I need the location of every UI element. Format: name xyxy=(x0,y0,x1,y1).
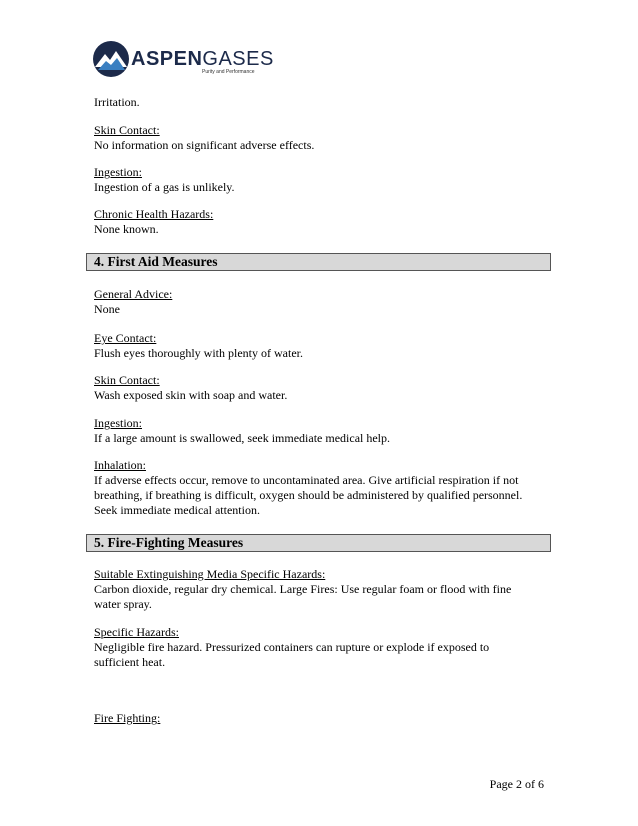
skin-contact-block xyxy=(94,123,554,153)
inhalation-label: Inhalation: xyxy=(94,458,146,472)
ingestion-block xyxy=(94,165,554,195)
inhalation-line: Seek immediate medical attention. xyxy=(94,503,260,517)
inhalation-block xyxy=(94,458,554,518)
fire-fighting-block xyxy=(94,711,554,726)
chronic-label: Chronic Health Hazards: xyxy=(94,207,214,221)
ingestion-label: Ingestion: xyxy=(94,165,142,179)
ingestion-aid-text: If a large amount is swallowed, seek immediate medical help. xyxy=(94,431,391,445)
extinguishing-media-line: water spray. xyxy=(94,597,152,611)
section-4-title: 4. First Aid Measures xyxy=(94,254,218,269)
inhalation-line: If adverse effects occur, remove to uncontaminated area. Give artificial respiration if not xyxy=(94,473,519,487)
skin-contact-aid-label: Skin Contact: xyxy=(94,373,160,387)
ingestion-text: Ingestion of a gas is unlikely. xyxy=(94,180,235,194)
mountain-logo-icon xyxy=(92,40,130,78)
logo-tagline: Purity and Performance xyxy=(202,69,255,75)
extinguishing-media-line: Carbon dioxide, regular dry chemical. Large Fires: Use regular foam or flood with fine xyxy=(94,582,512,596)
inhalation-line: breathing, if breathing is difficult, oxygen should be administered by qualified personnel. xyxy=(94,488,523,502)
extinguishing-media-label: Suitable Extinguishing Media Specific Hazards: xyxy=(94,567,326,581)
specific-hazards-block xyxy=(94,625,554,670)
ingestion-aid-block xyxy=(94,416,554,446)
specific-hazards-line: sufficient heat. xyxy=(94,655,166,669)
skin-contact-aid-block xyxy=(94,373,554,403)
section-5-title: 5. Fire-Fighting Measures xyxy=(94,535,244,550)
chronic-text: None known. xyxy=(94,222,159,236)
eye-contact-label: Eye Contact: xyxy=(94,331,157,345)
general-advice-label: General Advice: xyxy=(94,287,173,301)
ingestion-aid-label: Ingestion: xyxy=(94,416,142,430)
irritation-text: Irritation. xyxy=(94,95,140,109)
page-number: Page 2 of 6 xyxy=(489,777,544,791)
logo-wordmark: ASPENGASES xyxy=(131,48,274,70)
eye-contact-block xyxy=(94,331,554,361)
aspen-gases-logo xyxy=(92,40,274,78)
eye-contact-text: Flush eyes thoroughly with plenty of water. xyxy=(94,346,303,360)
fire-fighting-label: Fire Fighting: xyxy=(94,711,161,725)
skin-contact-text: No information on significant adverse effects. xyxy=(94,138,315,152)
extinguishing-media-block xyxy=(94,567,554,612)
section-5-header xyxy=(86,534,551,552)
specific-hazards-label: Specific Hazards: xyxy=(94,625,179,639)
skin-contact-aid-text: Wash exposed skin with soap and water. xyxy=(94,388,288,402)
skin-contact-label: Skin Contact: xyxy=(94,123,160,137)
general-advice-text: None xyxy=(94,302,120,316)
chronic-block xyxy=(94,207,554,237)
specific-hazards-line: Negligible fire hazard. Pressurized containers can rupture or explode if exposed to xyxy=(94,640,490,654)
general-advice-block xyxy=(94,287,554,317)
section-4-header xyxy=(86,253,551,271)
